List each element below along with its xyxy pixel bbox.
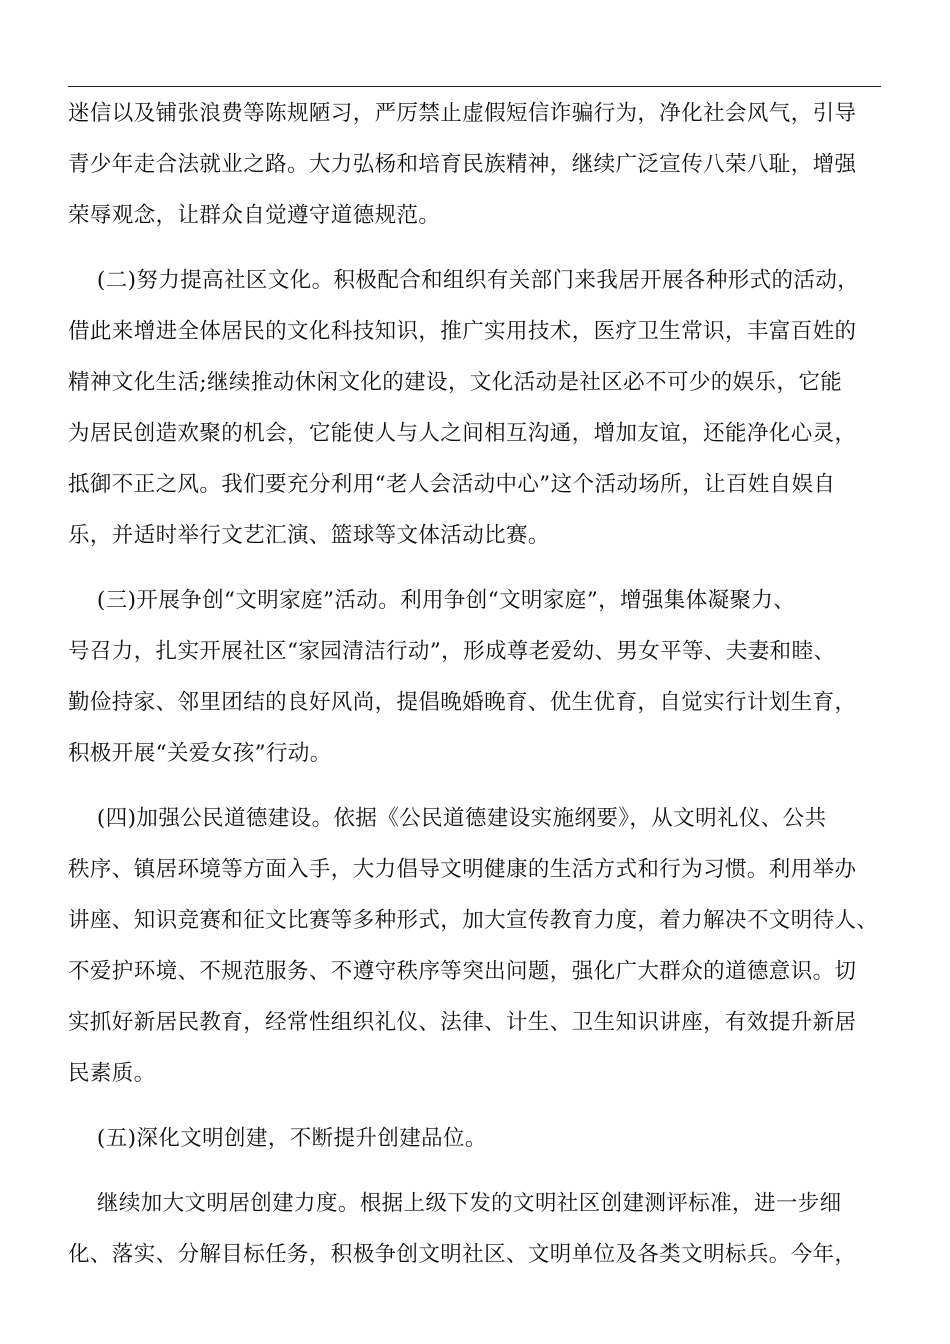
paragraph-gap (68, 1099, 890, 1113)
text-line: 精神文化生活;继续推动休闲文化的建设，文化活动是社区必不可少的娱乐，它能 (68, 370, 843, 395)
paragraph (68, 255, 890, 561)
document-body (68, 88, 890, 1280)
paragraph-gap (68, 1164, 890, 1178)
text-line: 民素质。 (68, 1061, 156, 1086)
text-line: 荣辱观念，让群众自觉遵守道德规范。 (68, 203, 441, 228)
text-line: 不爱护环境、不规范服务、不遵守秩序等突出问题，强化广大群众的道德意识。切 (68, 959, 857, 984)
text-line: 积极开展“关爱女孩”行动。 (68, 741, 332, 766)
text-line: 秩序、镇居环境等方面入手，大力倡导文明健康的生活方式和行为习惯。利用举办 (68, 857, 857, 882)
paragraph-gap (68, 241, 890, 255)
paragraph (68, 88, 890, 241)
text-line: 青少年走合法就业之路。大力弘杨和培育民族精神，继续广泛宣传八荣八耻，增强 (68, 152, 857, 177)
text-line: 实抓好新居民教育，经常性组织礼仪、法律、计生、卫生知识讲座，有效提升新居 (68, 1010, 857, 1035)
text-line: 借此来增进全体居民的文化科技知识，推广实用技术，医疗卫生常识，丰富百姓的 (68, 319, 857, 344)
text-line: 抵御不正之风。我们要充分利用“老人会活动中心”这个活动场所，让百姓自娱自 (68, 472, 836, 497)
paragraph (68, 1113, 890, 1164)
text-line: 继续加大文明居创建力度。根据上级下发的文明社区创建测评标准，进一步细 (68, 1191, 842, 1216)
paragraph (68, 1178, 890, 1280)
paragraph-gap (68, 561, 890, 575)
text-line: (二)努力提高社区文化。积极配合和组织有关部门来我居开展各种形式的活动， (68, 268, 860, 293)
text-line: (三)开展争创“文明家庭”活动。利用争创“文明家庭”，增强集体凝聚力、 (68, 588, 796, 613)
text-line: 化、落实、分解目标任务，积极争创文明社区、文明单位及各类文明标兵。今年， (68, 1242, 857, 1267)
text-line: 勤俭持家、邻里团结的良好风尚，提倡晚婚晚育、优生优育，自觉实行计划生育， (68, 690, 857, 715)
header-rule (68, 86, 881, 87)
text-line: 讲座、知识竞赛和征文比赛等多种形式，加大宣传教育力度，着力解决不文明待人、 (68, 908, 879, 933)
text-line: (四)加强公民道德建设。依据《公民道德建设实施纲要》，从文明礼仪、公共 (68, 806, 827, 831)
text-line: 号召力，扎实开展社区“家园清洁行动”，形成尊老爱幼、男女平等、夫妻和睦、 (68, 639, 836, 664)
paragraph (68, 793, 890, 1099)
text-line: 为居民创造欢聚的机会，它能使人与人之间相互沟通，增加友谊，还能净化心灵， (68, 421, 857, 446)
paragraph (68, 575, 890, 779)
text-line: 乐，并适时举行文艺汇演、篮球等文体活动比赛。 (68, 523, 550, 548)
paragraph-gap (68, 779, 890, 793)
text-line: (五)深化文明创建，不断提升创建品位。 (68, 1126, 487, 1151)
text-line: 迷信以及铺张浪费等陈规陋习，严厉禁止虚假短信诈骗行为，净化社会风气，引导 (68, 101, 857, 126)
